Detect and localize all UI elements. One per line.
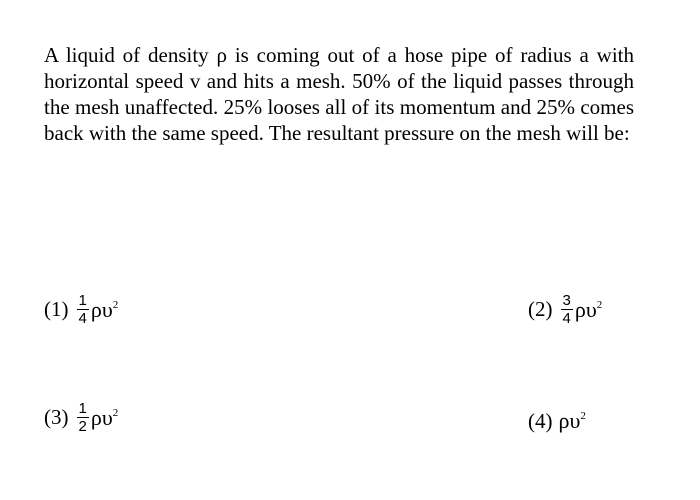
option-4 <box>528 408 586 434</box>
fraction-denominator: 4 <box>562 310 571 327</box>
expression-power: 2 <box>580 410 586 422</box>
expression-power: 2 <box>112 406 119 419</box>
expression-base: ρυ <box>90 296 113 322</box>
option-number: (1) <box>44 297 69 321</box>
question-text: A liquid of density ρ is coming out of a hose pipe of radius a with horizontal speed v and hits a mesh. 50% of the liquid passes through the mesh unaffected. 25% looses all of its momentum and 25% comes back with the same speed. The resultant pressure on the mesh will be: <box>44 43 634 145</box>
option-number: (2) <box>528 297 553 321</box>
option-number: (3) <box>44 405 69 429</box>
fraction <box>561 292 573 327</box>
expression-power: 2 <box>596 298 603 311</box>
expression-power: 2 <box>112 298 119 311</box>
fraction-denominator: 4 <box>78 310 87 327</box>
expression-base: ρυ <box>90 404 113 430</box>
option-2 <box>528 292 602 327</box>
expression-base: ρυ <box>574 296 597 322</box>
option-1 <box>44 292 118 327</box>
option-expression <box>575 297 602 323</box>
option-number: (4) <box>528 408 553 433</box>
fraction <box>77 292 89 327</box>
option-3 <box>44 400 118 435</box>
fraction <box>77 400 89 435</box>
expression-base: ρυ <box>558 408 581 433</box>
option-expression <box>91 405 118 431</box>
fraction-numerator: 1 <box>78 400 87 417</box>
option-expression <box>91 297 118 323</box>
option-expression <box>559 408 586 434</box>
fraction-numerator: 3 <box>562 292 571 309</box>
fraction-denominator: 2 <box>78 418 87 435</box>
fraction-numerator: 1 <box>78 292 87 309</box>
